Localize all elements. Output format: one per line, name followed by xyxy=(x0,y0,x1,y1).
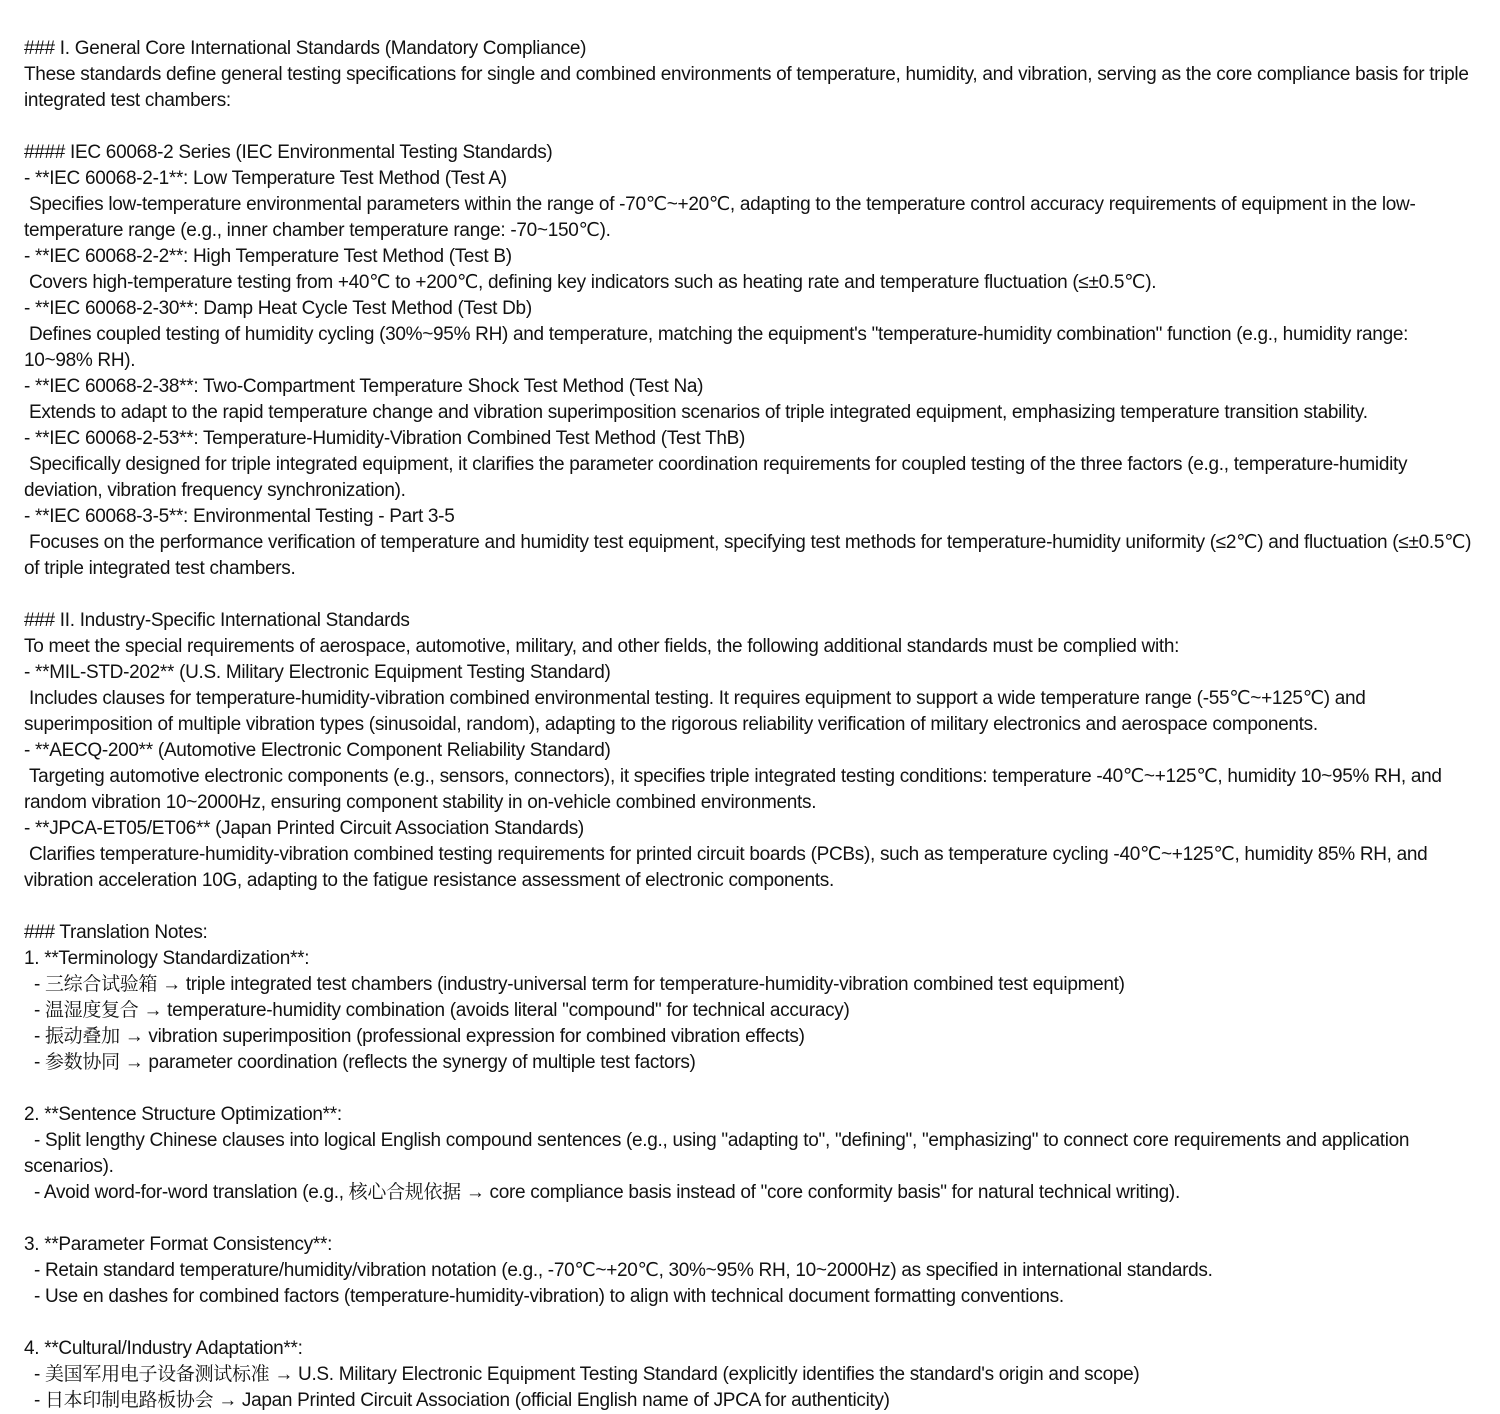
text-line: Clarifies temperature-humidity-vibration combined testing requirements for printed circuit boards (PCBs), such as temperature cycling -40℃~+125℃, humidity 85% RH, and vibration acceleration 10G, adapting to the fatigue resistance assessment of electronic components. xyxy=(24,844,1433,891)
text-line: - **IEC 60068-2-53**: Temperature-Humidity-Vibration Combined Test Method (Test ThB) xyxy=(24,428,746,449)
text-line: Defines coupled testing of humidity cycling (30%~95% RH) and temperature, matching the equipment's "temperature-humidity combination" function (e.g., humidity range: 10~98% RH). xyxy=(24,324,1414,371)
text-line: - 日本印制电路板协会 → Japan Printed Circuit Association (official English name of JPCA for authenticity) xyxy=(24,1390,890,1411)
text-line: - **IEC 60068-3-5**: Environmental Testing - Part 3-5 xyxy=(24,506,455,527)
text-line: Includes clauses for temperature-humidity-vibration combined environmental testing. It requires equipment to support a wide temperature range (-55℃~+125℃) and superimposition of multiple vibration types (sinusoidal, random), adapting to the rigorous reliability verification of military electronics and aerospace components. xyxy=(24,688,1371,735)
text-line: 3. **Parameter Format Consistency**: xyxy=(24,1234,333,1255)
text-line: - **IEC 60068-2-30**: Damp Heat Cycle Test Method (Test Db) xyxy=(24,298,532,319)
text-line: Covers high-temperature testing from +40℃ to +200℃, defining key indicators such as heating rate and temperature fluctuation (≤±0.5℃). xyxy=(24,272,1157,293)
text-line: - Retain standard temperature/humidity/vibration notation (e.g., -70℃~+20℃, 30%~95% RH, 10~2000Hz) as specified in international standards. xyxy=(24,1260,1213,1281)
text-line: These standards define general testing specifications for single and combined environments of temperature, humidity, and vibration, serving as the core compliance basis for triple integrated test chambers: xyxy=(24,64,1474,111)
text-line: - 美国军用电子设备测试标准 → U.S. Military Electronic Equipment Testing Standard (explicitly identifies the standard's origin and scope) xyxy=(24,1364,1140,1385)
text-line: ### II. Industry-Specific International Standards xyxy=(24,610,410,631)
text-line: ### I. General Core International Standards (Mandatory Compliance) xyxy=(24,38,587,59)
text-line: - Avoid word-for-word translation (e.g., 核心合规依据 → core compliance basis instead of "core conformity basis" for natural technical writing). xyxy=(24,1182,1180,1203)
text-line: - **IEC 60068-2-1**: Low Temperature Test Method (Test A) xyxy=(24,168,507,189)
text-line: - 振动叠加 → vibration superimposition (professional expression for combined vibration effects) xyxy=(24,1026,805,1047)
text-line xyxy=(24,1206,1474,1232)
text-line: Targeting automotive electronic components (e.g., sensors, connectors), it specifies triple integrated testing conditions: temperature -40℃~+125℃, humidity 10~95% RH, and random vibration 10~2000Hz, ensuring component stability in on-vehicle combined environments. xyxy=(24,766,1447,813)
text-line: 4. **Cultural/Industry Adaptation**: xyxy=(24,1338,303,1359)
text-line xyxy=(24,1310,1474,1336)
text-line: Specifically designed for triple integrated equipment, it clarifies the parameter coordination requirements for coupled testing of the three factors (e.g., temperature-humidity deviation, vibration frequency synchronization). xyxy=(24,454,1413,501)
text-line: 1. **Terminology Standardization**: xyxy=(24,948,310,969)
text-line: #### IEC 60068-2 Series (IEC Environmental Testing Standards) xyxy=(24,142,553,163)
text-line: Specifies low-temperature environmental parameters within the range of -70℃~+20℃, adapting to the temperature control accuracy requirements of equipment in the low-temperature range (e.g., inner chamber temperature range: -70~150℃). xyxy=(24,194,1416,241)
text-line: - 温湿度复合 → temperature-humidity combination (avoids literal "compound" for technical accuracy) xyxy=(24,1000,850,1021)
text-line: - **IEC 60068-2-38**: Two-Compartment Temperature Shock Test Method (Test Na) xyxy=(24,376,704,397)
text-line: - Use en dashes for combined factors (temperature-humidity-vibration) to align with technical document formatting conventions. xyxy=(24,1286,1064,1307)
text-line xyxy=(24,1076,1474,1102)
text-line: - **IEC 60068-2-2**: High Temperature Test Method (Test B) xyxy=(24,246,512,267)
text-line xyxy=(24,114,1474,140)
text-line: - **AECQ-200** (Automotive Electronic Component Reliability Standard) xyxy=(24,740,611,761)
text-line: - 三综合试验箱 → triple integrated test chambers (industry-universal term for temperature-humidity-vibration combined test equipment) xyxy=(24,974,1125,995)
text-line: - **JPCA-ET05/ET06** (Japan Printed Circuit Association Standards) xyxy=(24,818,584,839)
document-text xyxy=(24,36,1477,1414)
text-line xyxy=(24,582,1474,608)
text-line: ### Translation Notes: xyxy=(24,922,208,943)
text-line xyxy=(24,894,1474,920)
text-line: Extends to adapt to the rapid temperature change and vibration superimposition scenarios of triple integrated equipment, emphasizing temperature transition stability. xyxy=(24,402,1368,423)
text-line: Focuses on the performance verification of temperature and humidity test equipment, specifying test methods for temperature-humidity uniformity (≤2℃) and fluctuation (≤±0.5℃) of triple integrated test chambers. xyxy=(24,532,1477,579)
text-line: - Split lengthy Chinese clauses into logical English compound sentences (e.g., using "adapting to", "defining", "emphasizing" to connect core requirements and application scenarios). xyxy=(24,1130,1415,1177)
text-line: - 参数协同 → parameter coordination (reflects the synergy of multiple test factors) xyxy=(24,1052,696,1073)
text-line: To meet the special requirements of aerospace, automotive, military, and other fields, the following additional standards must be complied with: xyxy=(24,636,1180,657)
text-line: - **MIL-STD-202** (U.S. Military Electronic Equipment Testing Standard) xyxy=(24,662,611,683)
text-line: 2. **Sentence Structure Optimization**: xyxy=(24,1104,342,1125)
